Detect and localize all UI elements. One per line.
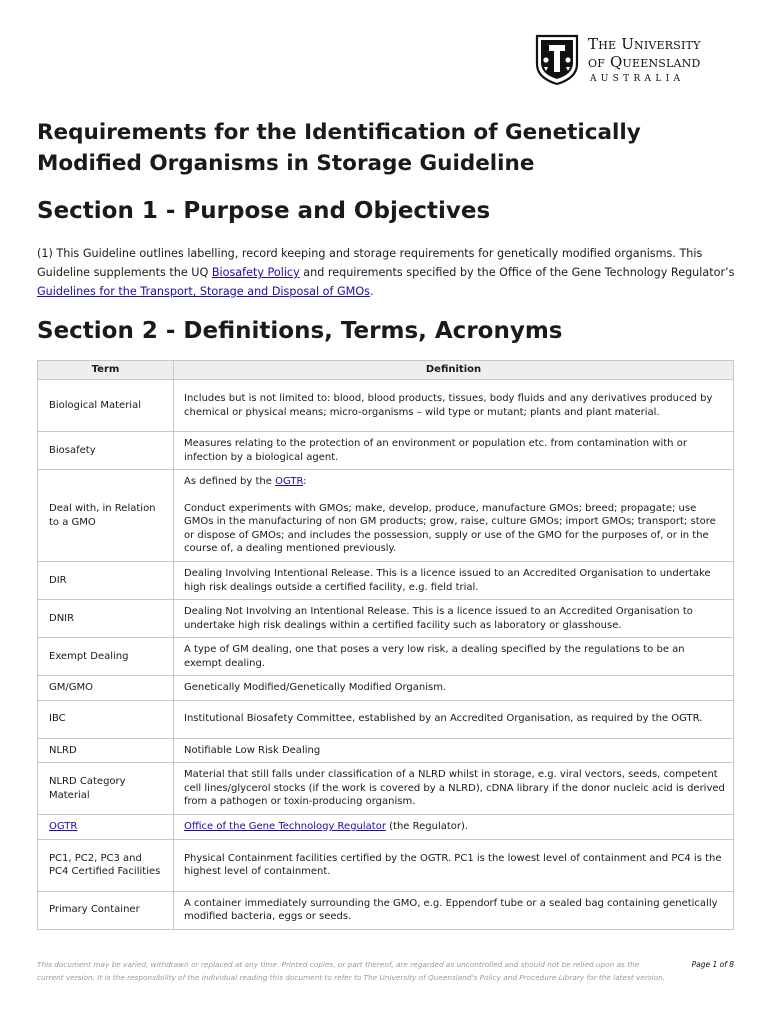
biosafety-policy-link[interactable]: Biosafety Policy [211,266,300,279]
term-cell: Exempt Dealing [38,638,174,676]
term-cell: IBC [38,700,174,738]
definition-intro [184,475,725,489]
term-cell: DNIR [38,600,174,638]
definition-cell: Institutional Biosafety Committee, established by an Accredited Organisation, as required by the OGTR. [174,700,734,738]
term-cell [38,815,174,840]
table-header-row [38,361,734,380]
table-row [38,432,734,470]
term-cell: Deal with, in Relation to a GMO [38,470,174,562]
term-cell: Biosafety [38,432,174,470]
table-row [38,891,734,929]
term-cell: DIR [38,562,174,600]
definition-cell [174,815,734,840]
university-crest-icon [535,34,579,86]
definition-cell: Genetically Modified/Genetically Modified Organism. [174,676,734,701]
section-2-heading: Section 2 - Definitions, Terms, Acronyms [37,318,563,344]
definition-cell: Physical Containment facilities certified by the OGTR. PC1 is the lowest level of containment and PC4 is the highest level of containment. [174,839,734,891]
brand-line-2: of Queensland [588,53,701,71]
definition-text: (the Regulator). [385,821,469,832]
table-row [38,470,734,562]
definition-cell: Dealing Not Involving an Intentional Release. This is a licence issued to an Accredited Organisation to undertake high risk dealings within a certified facility such as laboratory or glasshouse. [174,600,734,638]
definition-cell: Dealing Involving Intentional Release. This is a licence issued to an Accredited Organisation to undertake high risk dealings outside a certified facility, e.g. field trial. [174,562,734,600]
brand-line-1: The University [588,35,701,53]
term-cell: NLRD Category Material [38,763,174,815]
ogtr-link[interactable]: OGTR [275,476,304,488]
table-row [38,815,734,840]
definitions-table [37,360,734,930]
table-row [38,700,734,738]
para-text-2: and requirements specified by the Office of the Gene Technology Regulator’s [299,266,735,279]
term-cell: Biological Material [38,380,174,432]
page-number: Page 1 of 8 [691,960,734,969]
term-cell: GM/GMO [38,676,174,701]
university-logo [535,34,740,86]
term-cell: NLRD [38,738,174,763]
table-row [38,562,734,600]
term-cell: PC1, PC2, PC3 and PC4 Certified Facilities [38,839,174,891]
definition-body: Conduct experiments with GMOs; make, develop, produce, manufacture GMOs; breed; propagate; use GMOs in the manufacturing of non GM products; grow, raise, culture GMOs; import GMOs; transport; store or dispose of GMOs; and includes the possession, supply or use of the GMO for the purposes of, or in the course of, a dealing mentioned previously. [184,502,716,555]
definition-cell: A type of GM dealing, one that poses a very low risk, a dealing specified by the regulations to be an exempt dealing. [174,638,734,676]
table-row [38,600,734,638]
definition-cell: A container immediately surrounding the GMO, e.g. Eppendorf tube or a sealed bag containing genetically modified bacteria, eggs or seeds. [174,891,734,929]
definition-cell: Material that still falls under classification of a NLRD whilst in storage, e.g. viral vectors, seeds, competent cell lines/glycerol stocks (if the work is covered by a NLRD), cDNA library if the donor nucleic acid is derived from a pathogen or toxin-producing organism. [174,763,734,815]
definition-cell: Notifiable Low Risk Dealing [174,738,734,763]
table-row [38,839,734,891]
definition-cell [174,470,734,562]
para-text-3: . [369,285,374,298]
column-header-definition: Definition [174,361,734,380]
definition-text: : [303,476,307,488]
table-row [38,638,734,676]
definition-text: As defined by the [184,476,276,488]
table-row [38,380,734,432]
section-1-heading: Section 1 - Purpose and Objectives [37,198,491,224]
gmo-guidelines-link[interactable]: Guidelines for the Transport, Storage and Disposal of GMOs [37,285,370,298]
brand-line-3: AUSTRALIA [590,74,685,84]
para-text-1: (1) This Guideline outlines labelling, record keeping and storage requirements for genetically modified organisms. This Guideline supplements the UQ [37,247,703,279]
column-header-term: Term [38,361,174,380]
table-row [38,676,734,701]
definition-cell: Includes but is not limited to: blood, blood products, tissues, body fluids and any derivatives produced by chemical or physical means; micro-organisms – wild type or mutant; plants and plant material. [174,380,734,432]
footer-disclaimer: This document may be varied, withdrawn or replaced at any time. Printed copies, or part thereof, are regarded as uncontrolled and should not be relied upon as the current version. It is the responsibility of the individual reading this document to refer to The University of Queensland's Policy and Procedure Library for the latest version. [37,960,666,982]
section-1-paragraph [37,244,737,301]
table-row [38,738,734,763]
definition-cell: Measures relating to the protection of an environment or population etc. from contamination with or infection by a biological agent. [174,432,734,470]
document-title: Requirements for the Identification of Genetically Modified Organisms in Storage Guideline [37,120,641,176]
term-cell: Primary Container [38,891,174,929]
ogtr-term-link[interactable]: OGTR [49,821,78,832]
table-row [38,763,734,815]
ogtr-office-link[interactable]: Office of the Gene Technology Regulator [184,821,386,832]
